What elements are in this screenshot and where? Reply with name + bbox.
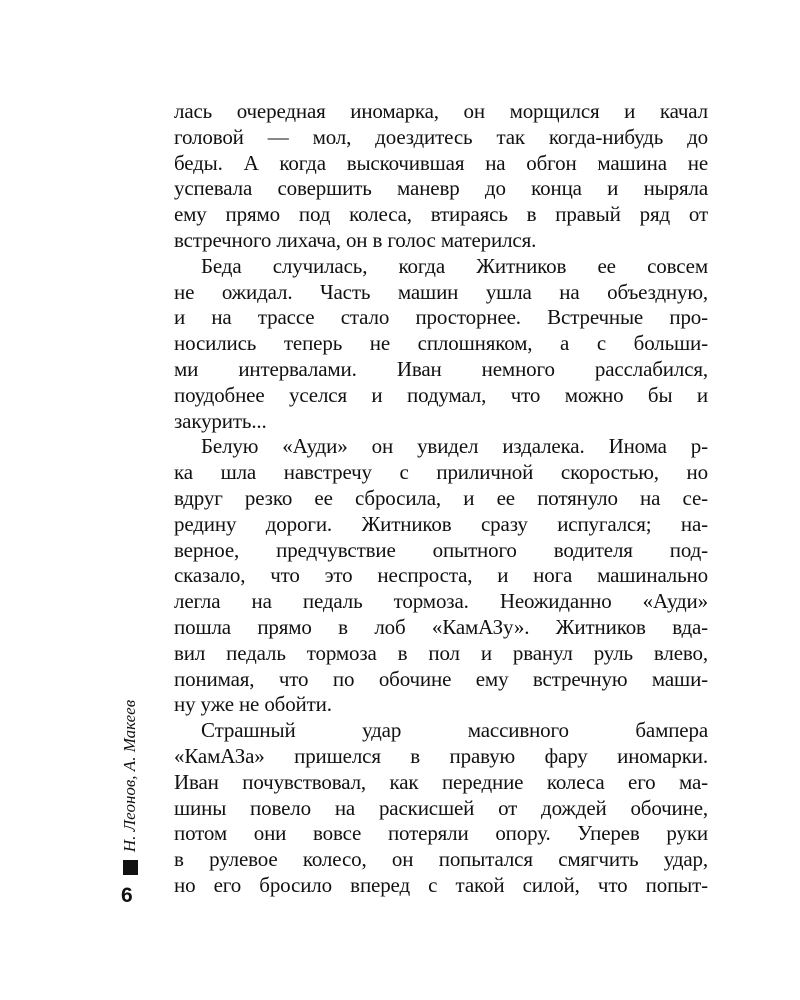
text-line: Страшный удар массивного бампера [201, 718, 708, 743]
page-number: 6 [121, 884, 133, 907]
page-body [174, 99, 708, 899]
text-line: ка шла навстречу с приличной скоростью, но [174, 460, 708, 485]
paragraph-2 [174, 254, 708, 435]
paragraph-1 [174, 99, 708, 254]
text-line: ну уже не обойти. [174, 692, 332, 717]
text-line: не ожидал. Часть машин ушла на объездную, [174, 279, 708, 304]
text-line: лась очередная иномарка, он морщился и качал [174, 99, 708, 123]
text-line: но его бросило вперед с такой силой, что попыт- [174, 872, 708, 897]
square-marker-icon [123, 860, 138, 875]
text-line: встречного лихача, он в голос матерился. [174, 227, 537, 252]
text-line: шины повело на раскисшей от дождей обочине, [174, 795, 708, 820]
text-line: пошла прямо в лоб «КамАЗу». Житников вда- [174, 614, 708, 639]
text-line: ему прямо под колеса, втираясь в правый ряд от [174, 202, 708, 227]
text-line: в рулевое колесо, он попытался смягчить удар, [174, 847, 708, 872]
text-line: понимая, что по обочине ему встречную маши- [174, 666, 708, 691]
text-line: носились теперь не сплошняком, а с больши- [174, 331, 708, 356]
text-line: беды. А когда выскочившая на обгон машина не [174, 150, 708, 175]
text-line: закурить... [174, 408, 267, 433]
text-line: Беда случилась, когда Житников ее совсем [201, 253, 708, 278]
text-line: и на трассе стало просторнее. Встречные про- [174, 305, 708, 330]
running-head [122, 691, 138, 861]
text-line: успевала совершить маневр до конца и ныряла [174, 176, 708, 201]
text-line: потом они вовсе потеряли опору. Уперев руки [174, 821, 708, 846]
text-line: сказало, что это неспроста, и нога машинально [174, 563, 708, 588]
paragraph-4 [174, 718, 708, 899]
text-line: «КамАЗа» пришелся в правую фару иномарки. [174, 743, 708, 768]
text-line: Белую «Ауди» он увидел издалека. Инома р- [201, 434, 708, 459]
text-line: верное, предчувствие опытного водителя под- [174, 537, 708, 562]
text-line: поудобнее уселся и подумал, что можно бы и [174, 382, 708, 407]
text-line: Иван почувствовал, как передние колеса его ма- [174, 769, 708, 794]
text-line: вил педаль тормоза в пол и рванул руль влево, [174, 640, 708, 665]
text-line: редину дороги. Житников сразу испугался; на- [174, 511, 708, 536]
text-line: ми интервалами. Иван немного расслабился, [174, 356, 708, 381]
text-line: вдруг резко ее сбросила, и ее потянуло на се- [174, 485, 708, 510]
text-line: легла на педаль тормоза. Неожиданно «Ауди» [174, 589, 708, 614]
paragraph-3 [174, 434, 708, 718]
text-line: головой — мол, доездитесь так когда-нибудь до [174, 124, 708, 149]
running-head-text: Н. Леонов, А. Макеев [120, 699, 139, 853]
